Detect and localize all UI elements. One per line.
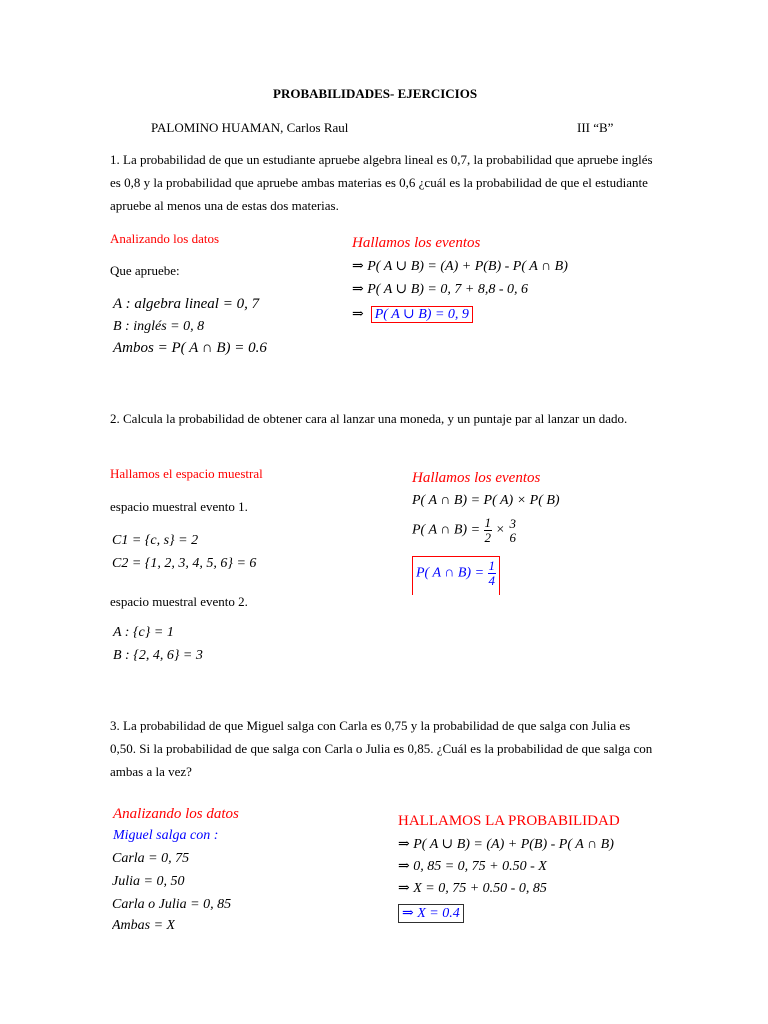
- ex2-c1-line: C1 = {c, s} = 2: [112, 533, 199, 548]
- fraction-denominator: 4: [488, 573, 496, 588]
- ex1-left-heading: Analizando los datos: [110, 231, 220, 246]
- exercise-2-statement: 2. Calcula la probabilidad de obtener cara al lanzar una moneda, y un puntaje par al lanzar un dado.: [110, 411, 628, 426]
- fraction-one-half: [484, 516, 493, 545]
- ex2-step-1: P( A ∩ B) = P( A) × P( B): [412, 493, 560, 508]
- ex2-result-box: [412, 556, 500, 595]
- implies-arrow: ⇒: [352, 307, 364, 322]
- ex1-data-ambos: Ambos = P( A ∩ B) = 0.6: [113, 340, 267, 356]
- fraction-numerator: 1: [484, 515, 492, 530]
- ex1-result-box: P( A ∪ B) = 0, 9: [371, 306, 473, 323]
- ex1-que-apruebe: Que apruebe:: [110, 263, 180, 278]
- fraction-numerator: 1: [488, 558, 496, 573]
- fraction-denominator: 2: [484, 530, 492, 545]
- section-label: III “B”: [577, 120, 614, 135]
- ex3-step-3: ⇒ X = 0, 75 + 0.50 - 0, 85: [398, 881, 547, 896]
- ex3-step-2: ⇒ 0, 85 = 0, 75 + 0.50 - X: [398, 859, 547, 874]
- ex3-julia: Julia = 0, 50: [112, 874, 185, 889]
- ex1-result-row: [352, 306, 473, 323]
- ex3-result-box: [398, 904, 464, 923]
- ex2-step-2-lhs: P( A ∩ B) =: [412, 522, 481, 538]
- ex2-a-line: A : {c} = 1: [113, 625, 174, 640]
- ex2-c2-line: C2 = {1, 2, 3, 4, 5, 6} = 6: [112, 556, 257, 571]
- ex1-data-a: A : algebra lineal = 0, 7: [113, 296, 260, 312]
- ex3-ambas: Ambas = X: [112, 918, 176, 930]
- exercise-3-statement: 3. La probabilidad de que Miguel salga con Carla es 0,75 y la probabilidad de que salga con Julia es 0,50. Si la probabilidad de que salga con Carla o Julia es 0,85. ¿Cuál es la probabilidad de que salga con ambas a la vez?: [110, 718, 653, 779]
- ex3-result-text: ⇒ X = 0.4: [402, 906, 460, 921]
- ex3-left-heading: Analizando los datos: [113, 806, 239, 822]
- page-title: PROBABILIDADES- EJERCICIOS: [273, 86, 478, 101]
- ex2-right-heading: Hallamos los eventos: [412, 470, 541, 486]
- ex1-step-1: ⇒ P( A ∪ B) = (A) + P(B) - P( A ∩ B): [352, 259, 568, 274]
- ex2-step-2: [412, 516, 517, 545]
- ex2-left-heading: Hallamos el espacio muestral: [110, 466, 263, 481]
- ex1-data-b: B : inglés = 0, 8: [113, 319, 205, 334]
- ex1-step-2: ⇒ P( A ∪ B) = 0, 7 + 8,8 - 0, 6: [352, 282, 528, 297]
- ex3-step-1: ⇒ P( A ∪ B) = (A) + P(B) - P( A ∩ B): [398, 837, 614, 852]
- ex2-event1-label: espacio muestral evento 1.: [110, 499, 248, 514]
- ex1-right-heading: Hallamos los eventos: [352, 235, 481, 251]
- ex3-carla-o-julia: Carla o Julia = 0, 85: [112, 897, 232, 912]
- ex3-miguel: Miguel salga con :: [113, 828, 219, 843]
- exercise-1-statement: 1. La probabilidad de que un estudiante apruebe algebra lineal es 0,7, la probabilidad que apruebe inglés es 0,8 y la probabilidad que apruebe ambas materias es 0,6 ¿cuál es la probabilidad de que el estudiante apruebe al menos una de estas dos materias.: [110, 152, 653, 213]
- ex3-carla: Carla = 0, 75: [112, 851, 190, 866]
- fraction-three-sixths: [508, 517, 517, 545]
- author-name: PALOMINO HUAMAN, Carlos Raul: [151, 120, 349, 135]
- fraction-one-quarter: [488, 559, 497, 588]
- fraction-numerator: 3: [509, 515, 516, 531]
- ex3-right-heading: HALLAMOS LA PROBABILIDAD: [398, 813, 620, 829]
- ex2-result-lhs: P( A ∩ B) =: [416, 565, 485, 581]
- ex2-event2-label: espacio muestral evento 2.: [110, 594, 248, 609]
- ex2-b-line: B : {2, 4, 6} = 3: [113, 648, 203, 663]
- times-sign: ×: [495, 522, 505, 538]
- fraction-denominator: 6: [509, 529, 516, 545]
